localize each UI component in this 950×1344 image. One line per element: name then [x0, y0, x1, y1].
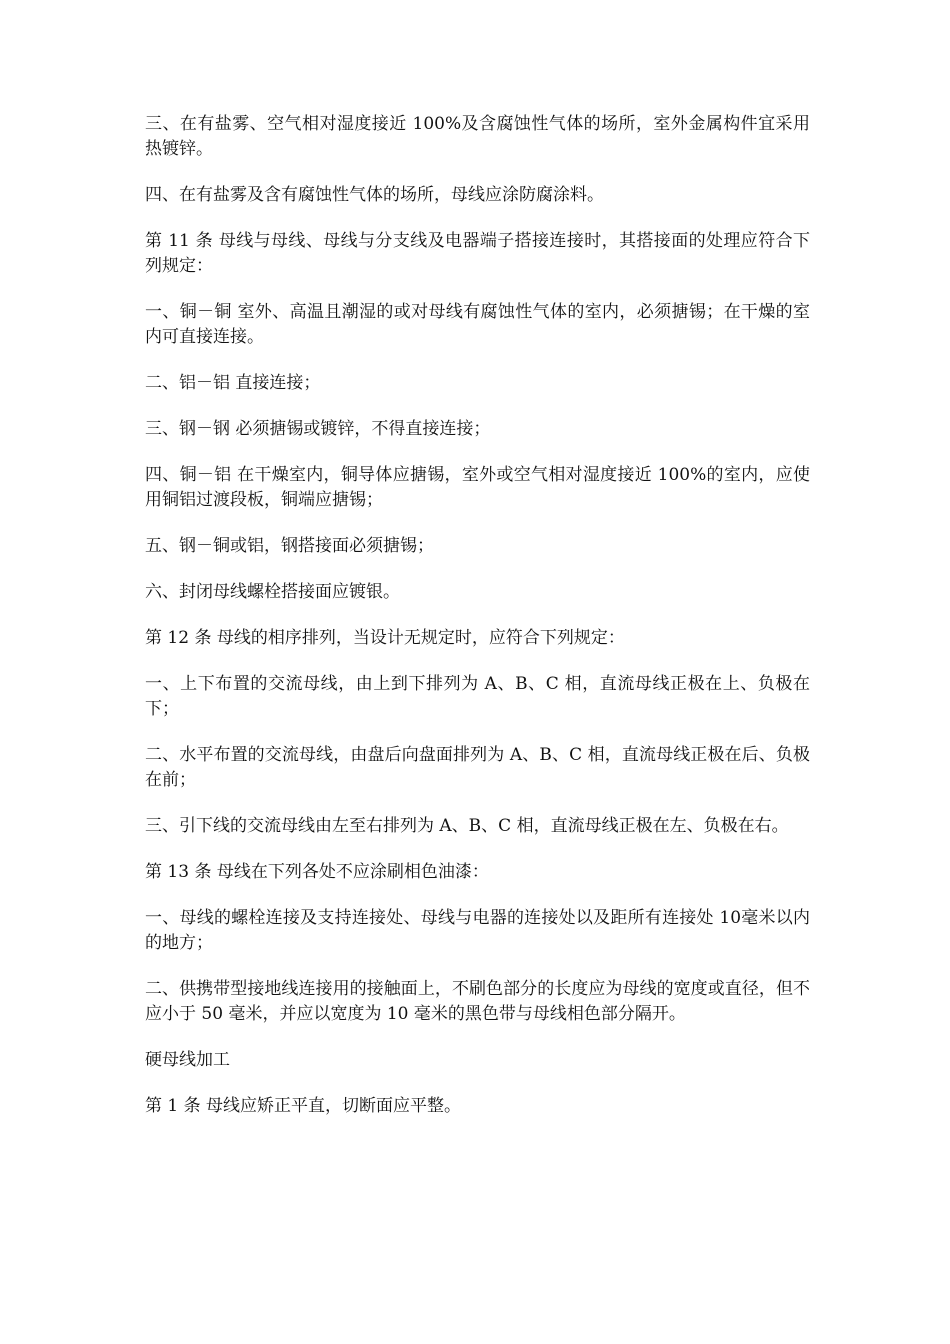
- article-heading-paragraph: 第 11 条 母线与母线、母线与分支线及电器端子搭接连接时，其搭接面的处理应符合下列规定：: [145, 231, 810, 276]
- article-heading-paragraph: 第 1 条 母线应矫正平直，切断面应平整。: [145, 1096, 462, 1116]
- paragraph: 六、封闭母线螺栓搭接面应镀银。: [145, 582, 400, 602]
- article-heading-paragraph: 第 12 条 母线的相序排列，当设计无规定时，应符合下列规定：: [145, 628, 625, 648]
- paragraph: 二、供携带型接地线连接用的接触面上，不刷色部分的长度应为母线的宽度或直径，但不应小于 50 毫米，并应以宽度为 10 毫米的黑色带与母线相色部分隔开。: [145, 979, 810, 1024]
- article-heading-paragraph: 第 13 条 母线在下列各处不应涂刷相色油漆：: [145, 862, 489, 882]
- paragraph: 五、钢－铜或铝，钢搭接面必须搪锡；: [145, 536, 434, 556]
- paragraph: 三、引下线的交流母线由左至右排列为 A、B、C 相，直流母线正极在左、负极在右。: [145, 816, 789, 836]
- paragraph: 四、铜－铝 在干燥室内，铜导体应搪锡，室外或空气相对湿度接近 100%的室内，应使用铜铝过渡段板，铜端应搪锡；: [145, 465, 810, 510]
- document-body: [145, 112, 810, 1140]
- paragraph: 二、水平布置的交流母线，由盘后向盘面排列为 A、B、C 相，直流母线正极在后、负极在前；: [145, 745, 810, 790]
- paragraph: 二、铝－铝 直接连接；: [145, 373, 321, 393]
- paragraph: 四、在有盐雾及含有腐蚀性气体的场所，母线应涂防腐涂料。: [145, 185, 604, 205]
- paragraph: 三、钢－钢 必须搪锡或镀锌，不得直接连接；: [145, 419, 491, 439]
- paragraph: 一、铜－铜 室外、高温且潮湿的或对母线有腐蚀性气体的室内，必须搪锡；在干燥的室内可直接连接。: [145, 302, 810, 347]
- paragraph: 三、在有盐雾、空气相对湿度接近 100%及含腐蚀性气体的场所，室外金属构件宜采用热镀锌。: [145, 114, 810, 159]
- paragraph: 一、母线的螺栓连接及支持连接处、母线与电器的连接处以及距所有连接处 10毫米以内的地方；: [145, 908, 810, 953]
- paragraph: 一、上下布置的交流母线，由上到下排列为 A、B、C 相，直流母线正极在上、负极在下；: [145, 674, 810, 719]
- section-title: 硬母线加工: [145, 1050, 230, 1070]
